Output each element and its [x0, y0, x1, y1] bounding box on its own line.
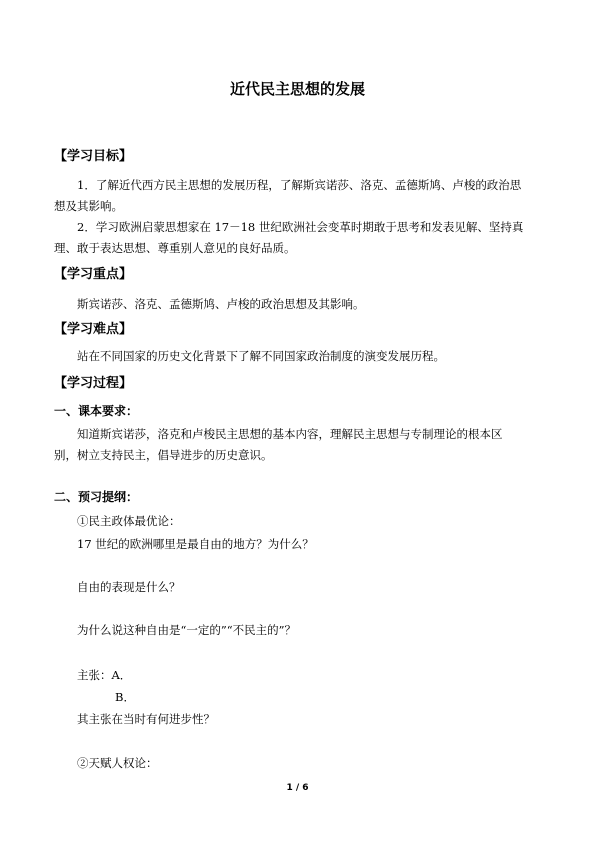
process-heading: 【学习过程】 — [54, 376, 133, 391]
key-points-text: 斯宾诺莎、洛克、孟德斯鸠、卢梭的政治思想及其影响。 — [77, 297, 365, 311]
section-1-line-1: 知道斯宾诺莎，洛克和卢梭民主思想的基本内容，理解民主思想与专制理论的根本区 — [77, 427, 503, 441]
outline-item-2: ②天赋人权论： — [77, 756, 158, 770]
goals-heading: 【学习目标】 — [54, 149, 133, 164]
section-2-heading: 二、预习提纲： — [54, 490, 139, 504]
section-1-line-2: 别，树立支持民主，倡导进步的历史意识。 — [54, 448, 273, 462]
goal-item-1-line-1: 1．了解近代西方民主思想的发展历程，了解斯宾诺莎、洛克、孟德斯鸠、卢梭的政治思 — [77, 178, 522, 192]
page-number: 1 / 6 — [286, 783, 309, 793]
section-1-heading: 一、课本要求： — [54, 404, 139, 418]
difficulties-heading: 【学习难点】 — [54, 322, 133, 337]
difficulties-text: 站在不同国家的历史文化背景下了解不同国家政治制度的演变发展历程。 — [77, 349, 445, 363]
claims-b: B． — [115, 690, 135, 704]
goal-item-2-line-1: 2．学习欧洲启蒙思想家在 17－18 世纪欧洲社会变革时期敢于思考和发表见解、坚持真 — [77, 220, 524, 234]
claims-a: 主张：A． — [77, 668, 132, 682]
goal-item-2-line-2: 理、敢于表达思想、尊重别人意见的良好品质。 — [54, 241, 296, 255]
goal-item-1-line-2: 想及其影响。 — [54, 199, 123, 213]
question-2: 自由的表现是什么？ — [77, 580, 181, 594]
outline-item-1: ①民主政体最优论： — [77, 514, 181, 528]
key-points-heading: 【学习重点】 — [54, 267, 133, 282]
question-4: 其主张在当时有何进步性？ — [77, 712, 215, 726]
document-title: 近代民主思想的发展 — [229, 80, 365, 98]
question-1: 17 世纪的欧洲哪里是最自由的地方？为什么？ — [77, 537, 314, 551]
question-3: 为什么说这种自由是“一定的”“不民主的”？ — [77, 623, 297, 637]
